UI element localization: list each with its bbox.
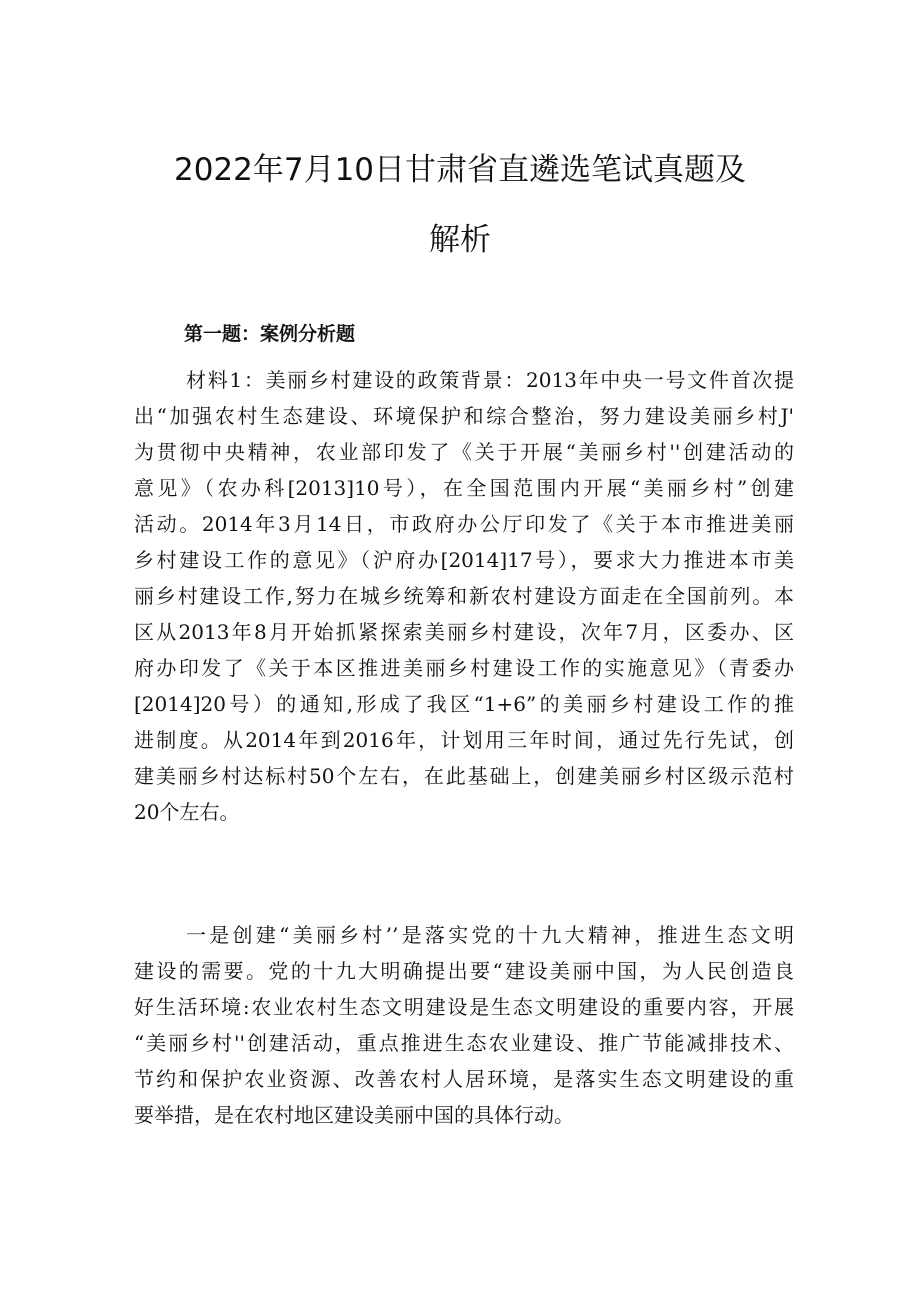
paragraph-line: [2014]20号）的通知,形成了我区“1+6”的美丽乡村建设工作的推 [134, 692, 794, 716]
paragraph-line: 20个左右。 [134, 800, 240, 824]
paragraph-line: 意见》（农办科[2013]10号），在全国范围内开展“美丽乡村”创建 [134, 476, 794, 500]
paragraph-line: “美丽乡村''创建活动，重点推进生态农业建设、推广节能减排技术、 [134, 1031, 794, 1055]
paragraph-line: 活动。2014年3月14日，市政府办公厅印发了《关于本市推进美丽 [134, 512, 794, 536]
paragraph-1 [134, 362, 794, 830]
paragraph-line: 建设的需要。党的十九大明确提出要“建设美丽中国，为人民创造良 [134, 959, 794, 983]
paragraph-line: 一是创建“美丽乡村’’是落实党的十九大精神，推进生态文明 [186, 923, 794, 947]
paragraph-line: 好生活环境:农业农村生态文明建设是生态文明建设的重要内容，开展 [134, 995, 794, 1019]
paragraph-line: 材料1：美丽乡村建设的政策背景：2013年中央一号文件首次提 [186, 368, 794, 392]
paragraph-line: 丽乡村建设工作,努力在城乡统筹和新农村建设方面走在全国前列。本 [134, 584, 794, 608]
paragraph-line: 府办印发了《关于本区推进美丽乡村建设工作的实施意见》（青委办 [134, 656, 794, 680]
paragraph-line: 出“加强农村生态建设、环境保护和综合整治，努力建设美丽乡村J' [134, 404, 794, 428]
paragraph-line: 为贯彻中央精神，农业部印发了《关于开展“美丽乡村''创建活动的 [134, 440, 794, 464]
paragraph-line: 建美丽乡村达标村50个左右，在此基础上，创建美丽乡村区级示范村 [134, 764, 794, 788]
paragraph-line: 乡村建设工作的意见》（沪府办[2014]17号），要求大力推进本市美 [134, 548, 794, 572]
paragraph-2 [134, 917, 794, 1133]
paragraph-line: 节约和保护农业资源、改善农村人居环境，是落实生态文明建设的重 [134, 1067, 794, 1091]
paragraph-line: 进制度。从2014年到2016年，计划用三年时间，通过先行先试，创 [134, 728, 794, 752]
section-heading: 第一题：案例分析题 [184, 323, 356, 345]
paragraph-line: 要举措，是在农村地区建设美丽中国的具体行动。 [134, 1103, 574, 1127]
paragraph-line: 区从2013年8月开始抓紧探索美丽乡村建设，次年7月，区委办、区 [134, 620, 794, 644]
document-title-line-2: 解析 [429, 222, 491, 258]
document-title-line-1: 2022年7月10日甘肃省直遴选笔试真题及 [173, 152, 747, 188]
